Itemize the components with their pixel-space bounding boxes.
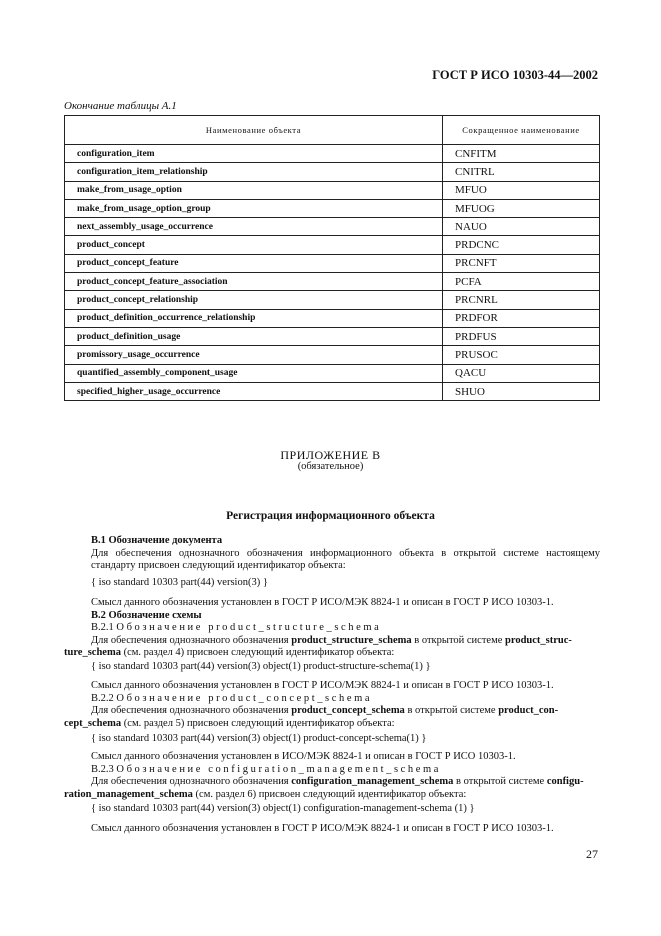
- b21-identifier: { iso standard 10303 part(44) version(3) object(1) product-structure-schema(1) }: [91, 661, 431, 672]
- abbreviation-cell: QACU: [443, 364, 600, 382]
- b23-text-cont: ration_management_schema (см. раздел 6) присвоен следующий идентификатор объекта:: [64, 788, 467, 800]
- b21-note: Смысл данного обозначения установлен в ГОСТ Р ИСО/МЭК 8824-1 и описан в ГОСТ Р ИСО 10303-1.: [91, 680, 554, 691]
- b22-text-cont: cept_schema (см. раздел 5) присвоен следующий идентификатор объекта:: [64, 717, 395, 729]
- b22-identifier: { iso standard 10303 part(44) version(3) object(1) product-concept-schema(1) }: [91, 733, 427, 744]
- b1-text: Для обеспечения однозначного обозначения информационного объекта в открытой системе настоящему стандарту присвоен следующий идентификатор объекта:: [91, 547, 600, 571]
- page-number: 27: [586, 847, 598, 861]
- abbreviation-cell: MFUO: [443, 181, 600, 199]
- abbreviation-cell: PRDFOR: [443, 309, 600, 327]
- table-row: [65, 291, 600, 309]
- b22-text: Для обеспечения однозначного обозначения product_concept_schema в открытой системе product_con-: [91, 705, 559, 716]
- b21-title: Обозначение product_structure_schema: [116, 622, 382, 633]
- section-heading: Регистрация информационного объекта: [226, 510, 435, 522]
- entity-name-cell: product_definition_occurrence_relationship: [65, 309, 443, 327]
- b1-note: Смысл данного обозначения установлен в ГОСТ Р ИСО/МЭК 8824-1 и описан в ГОСТ Р ИСО 10303-1.: [91, 597, 554, 608]
- table-row: [65, 236, 600, 254]
- column-header-abbreviation: Сокращенное наименование: [443, 116, 600, 145]
- entity-name-cell: product_definition_usage: [65, 327, 443, 345]
- abbreviation-cell: PRCNRL: [443, 291, 600, 309]
- table-row: [65, 327, 600, 345]
- table-row: [65, 218, 600, 236]
- table-body: [65, 145, 600, 401]
- entity-table: [64, 115, 600, 401]
- b22-note: Смысл данного обозначения установлен в ИСО/МЭК 8824-1 и описан в ГОСТ Р ИСО 10303-1.: [91, 751, 516, 762]
- table-caption: Окончание таблицы А.1: [64, 100, 177, 112]
- appendix-title: ПРИЛОЖЕНИЕ В: [280, 448, 381, 462]
- b21-title-line: [64, 622, 600, 635]
- abbreviation-cell: PRUSOC: [443, 346, 600, 364]
- table-header-row: [65, 116, 600, 145]
- b1-identifier: { iso standard 10303 part(44) version(3) }: [91, 577, 268, 588]
- table-row: [65, 346, 600, 364]
- entity-name-cell: product_concept_relationship: [65, 291, 443, 309]
- section-b1: [64, 535, 600, 573]
- b1-heading: В.1 Обозначение документа: [91, 535, 223, 546]
- table-row: [65, 382, 600, 400]
- entity-name-cell: make_from_usage_option_group: [65, 199, 443, 217]
- document-code: ГОСТ Р ИСО 10303-44—2002: [432, 68, 598, 82]
- table-row: [65, 364, 600, 382]
- abbreviation-cell: NAUO: [443, 218, 600, 236]
- b22-title: Обозначение product_concept_schema: [116, 692, 373, 704]
- b23-title-line: [64, 764, 600, 777]
- abbreviation-cell: CNITRL: [443, 163, 600, 181]
- b23-number: В.2.3: [91, 763, 114, 775]
- b23-note: Смысл данного обозначения установлен в ГОСТ Р ИСО/МЭК 8824-1 и описан в ГОСТ Р ИСО 10303-1.: [91, 823, 554, 834]
- table-row: [65, 254, 600, 272]
- appendix-subtitle: (обязательное): [297, 461, 364, 472]
- entity-name-cell: quantified_assembly_component_usage: [65, 364, 443, 382]
- b21-number: В.2.1: [91, 622, 114, 633]
- b22-number: В.2.2: [91, 692, 114, 704]
- b23-title: Обозначение configuration_management_schema: [116, 763, 442, 775]
- entity-name-cell: product_concept: [65, 236, 443, 254]
- abbreviation-cell: PRDFUS: [443, 327, 600, 345]
- table-row: [65, 181, 600, 199]
- entity-name-cell: configuration_item: [65, 145, 443, 163]
- entity-name-cell: next_assembly_usage_occurrence: [65, 218, 443, 236]
- table-row: [65, 273, 600, 291]
- b21-text: Для обеспечения однозначного обозначения product_structure_schema в открытой системе product_struc-: [91, 634, 572, 646]
- entity-name-cell: product_concept_feature: [65, 254, 443, 272]
- b22-title-line: [64, 693, 600, 706]
- b23-identifier: { iso standard 10303 part(44) version(3) object(1) configuration-management-schema (1) }: [91, 803, 475, 814]
- table-row: [65, 163, 600, 181]
- column-header-name: Наименование объекта: [65, 116, 443, 145]
- entity-name-cell: product_concept_feature_association: [65, 273, 443, 291]
- abbreviation-cell: PCFA: [443, 273, 600, 291]
- abbreviation-cell: PRCNFT: [443, 254, 600, 272]
- b2-heading: В.2 Обозначение схемы: [91, 609, 202, 621]
- table-row: [65, 199, 600, 217]
- abbreviation-cell: MFUOG: [443, 199, 600, 217]
- abbreviation-cell: PRDCNC: [443, 236, 600, 254]
- table-row: [65, 145, 600, 163]
- entity-name-cell: promissory_usage_occurrence: [65, 346, 443, 364]
- b23-text: Для обеспечения однозначного обозначения configuration_management_schema в открытой системе configu-: [91, 776, 584, 787]
- entity-name-cell: configuration_item_relationship: [65, 163, 443, 181]
- b21-text-cont: ture_schema (см. раздел 4) присвоен следующий идентификатор объекта:: [64, 647, 395, 658]
- entity-name-cell: specified_higher_usage_occurrence: [65, 382, 443, 400]
- entity-name-cell: make_from_usage_option: [65, 181, 443, 199]
- abbreviation-cell: SHUO: [443, 382, 600, 400]
- table-row: [65, 309, 600, 327]
- abbreviation-cell: CNFITM: [443, 145, 600, 163]
